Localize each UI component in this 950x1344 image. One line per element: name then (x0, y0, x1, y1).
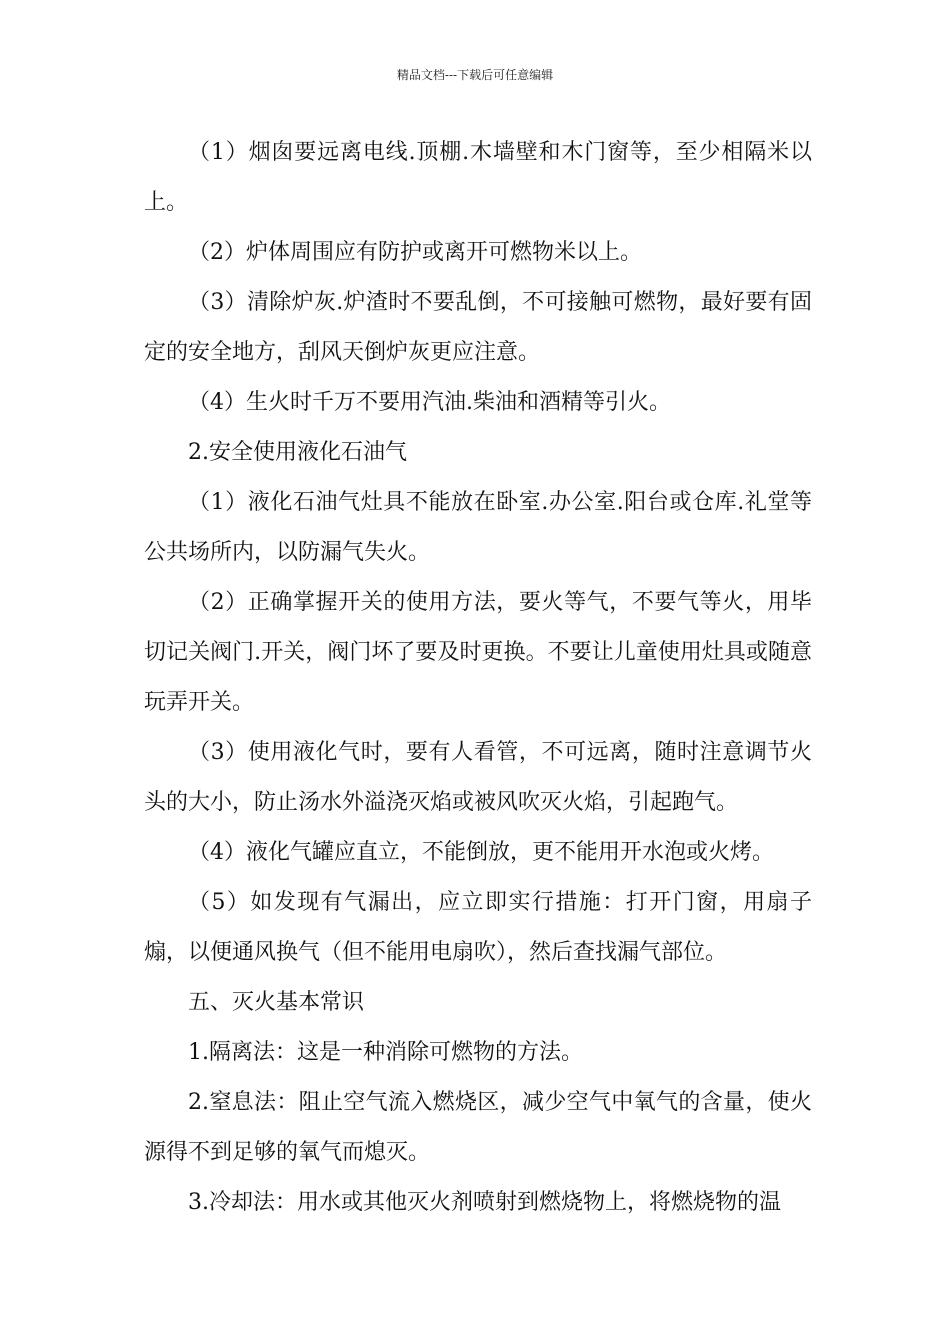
paragraph: 3.冷却法：用水或其他灭火剂喷射到燃烧物上，将燃烧物的温 (188, 1190, 781, 1215)
paragraph: （5）如发现有气漏出，应立即实行措施：打开门窗，用扇子煽，以便通风换气（但不能用电扇吹），然后查找漏气部位。 (144, 890, 812, 965)
section-heading: 五、灭火基本常识 (188, 990, 365, 1015)
paragraph: 2.窒息法：阻止空气流入燃烧区，减少空气中氧气的含量，使火源得不到足够的氧气而熄灭。 (144, 1090, 812, 1165)
paragraph: （1）液化石油气灶具不能放在卧室.办公室.阳台或仓库.礼堂等公共场所内，以防漏气失火。 (144, 490, 812, 565)
paragraph: （2）炉体周围应有防护或离开可燃物米以上。 (188, 240, 642, 265)
paragraph: 1.隔离法：这是一种消除可燃物的方法。 (188, 1040, 583, 1065)
page-header: 精品文档---下载后可任意编辑 (396, 68, 554, 82)
paragraph: （3）清除炉灰.炉渣时不要乱倒，不可接触可燃物，最好要有固定的安全地方，刮风天倒炉灰更应注意。 (144, 290, 812, 365)
section-heading: 2.安全使用液化石油气 (188, 440, 407, 465)
document-body (144, 128, 812, 1228)
paragraph: （2）正确掌握开关的使用方法，要火等气，不要气等火，用毕切记关阀门.开关，阀门坏了要及时更换。不要让儿童使用灶具或随意玩弄开关。 (144, 590, 812, 715)
paragraph: （4）液化气罐应直立，不能倒放，更不能用开水泡或火烤。 (188, 840, 774, 865)
paragraph: （4）生火时千万不要用汽油.柴油和酒精等引火。 (188, 390, 671, 415)
paragraph: （1）烟囱要远离电线.顶棚.木墙壁和木门窗等，至少相隔米以上。 (144, 140, 812, 215)
paragraph: （3）使用液化气时，要有人看管，不可远离，随时注意调节火头的大小，防止汤水外溢浇灭焰或被风吹灭火焰，引起跑气。 (144, 740, 812, 815)
